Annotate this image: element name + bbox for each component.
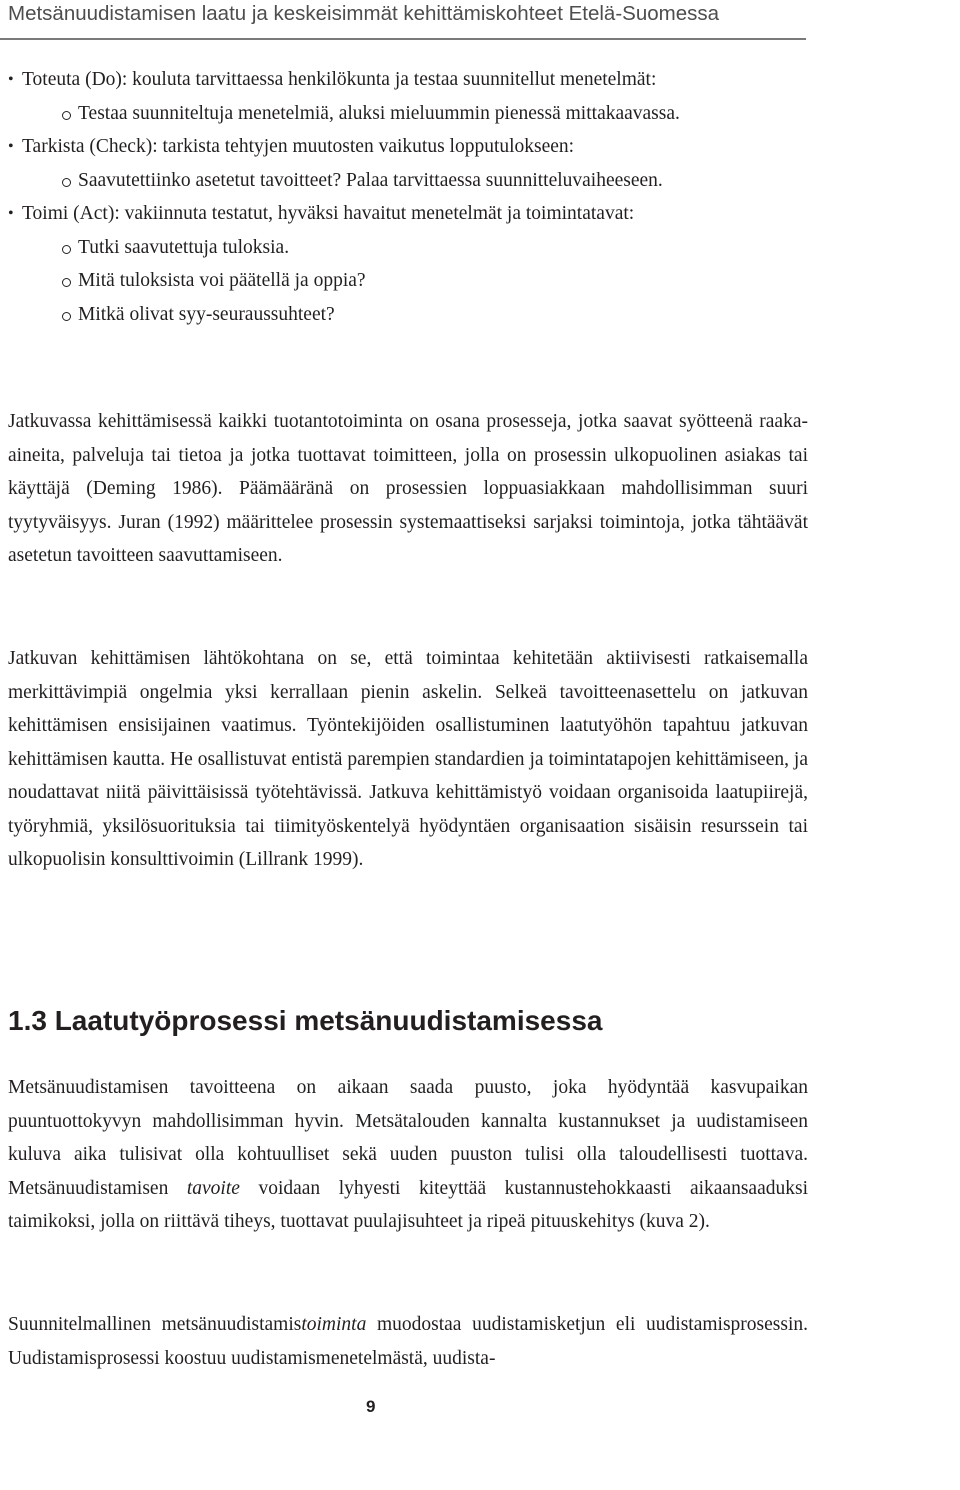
circle-bullet-icon	[62, 178, 71, 187]
paragraph-development-starting-point: Jatkuvan kehittämisen lähtökohtana on se, että toimintaa kehitetään aktiivisesti ratkaisemalla merkittävimpiä ongelmia yksi kerrallaan pienin askelin. Selkeä tavoitteenasettelu on jatkuvan kehittämisen ensisijainen vaatimus. Työntekijöiden osallistuminen laatutyöhön tapahtuu jatkuvan kehittämisen kautta. He osallistuvat entistä parempien standardien ja toimintatapojen kehittämiseen, ja noudattavat niitä päivittäisissä työtehtävissä. Jatkuva kehittämistyö voidaan organisoida laatupiirejä, työryhmiä, yksilösuorituksia tai tiimityöskentelyä hyödyntäen organisaation sisäisin resurssein tai ulkopuolisin konsulttivoimin (Lillrank 1999).	[8, 648, 808, 870]
bullet-text: Toteuta (Do): kouluta tarvittaessa henkilökunta ja testaa suunnitellut menetelmät:	[22, 69, 657, 90]
bullet-dot-icon: •	[8, 71, 14, 88]
bullet-check-sublist	[8, 164, 808, 198]
sub-item-text: Mitä tuloksista voi päätellä ja oppia?	[78, 270, 366, 291]
bullet-text: Tarkista (Check): tarkista tehtyjen muutosten vaikutus lopputulokseen:	[22, 136, 575, 157]
bullet-do-sublist	[8, 97, 808, 131]
page-body	[8, 63, 808, 1369]
italic-term: tavoite	[186, 1177, 240, 1199]
paragraph-text: voidaan lyhyesti kiteyttää kustannustehokkaasti aikaansaaduksi taimikoksi, jolla on riittävä tiheys, tuottavat puulajisuhteet ja ripeä pituuskehitys (kuva 2).	[8, 1177, 808, 1232]
sub-item	[8, 97, 808, 131]
circle-bullet-icon	[62, 245, 71, 254]
bullet-do	[8, 63, 808, 97]
circle-bullet-icon	[62, 312, 71, 321]
paragraph-text: muodostaa uudistamisketjun eli uudistamisprosessin. Uudistamisprosessi koostuu uudistamismenetelmästä, uudista-	[8, 1314, 808, 1369]
paragraph-continuous-development: Jatkuvassa kehittämisessä kaikki tuotantotoiminta on osana prosesseja, jotka saavat syötteenä raaka-aineita, palveluja tai tietoa ja jotka tuottavat toimitteen, jolla on prosessin ulkopuolinen asiakas tai käyttäjä (Deming 1986). Päämääränä on prosessien loppuasiakkaan mahdollisimman suuri tyytyväisyys. Juran (1992) määrittelee prosessin systemaattiseksi sarjaksi toimintoja, jotka tähtäävät asetetun tavoitteen saavuttamiseen.	[8, 411, 808, 566]
circle-bullet-icon	[62, 111, 71, 120]
sub-item	[8, 231, 808, 265]
sub-item	[8, 264, 808, 298]
bullet-check	[8, 130, 808, 164]
sub-item-text: Testaa suunniteltuja menetelmiä, aluksi mieluummin pienessä mittakaavassa.	[78, 102, 680, 124]
sub-item-text: Saavutettiinko asetetut tavoitteet? Palaa tarvittaessa suunnitteluvaiheeseen.	[78, 169, 663, 191]
running-header	[0, 0, 806, 40]
bullet-act-sublist	[8, 231, 808, 332]
bullet-act	[8, 197, 808, 231]
circle-bullet-icon	[62, 278, 71, 287]
sub-item	[8, 298, 808, 332]
pdca-bullet-list	[8, 63, 808, 331]
bullet-dot-icon: •	[8, 138, 14, 155]
sub-item	[8, 164, 808, 198]
bullet-text: Toimi (Act): vakiinnuta testatut, hyväksi havaitut menetelmät ja toimintatavat:	[22, 203, 635, 224]
paragraph-text: Metsänuudistamisen tavoitteena on aikaan saada puusto, joka hyödyntää kasvupaikan puuntuottokyvyn mahdollisimman hyvin. Metsätalouden kannalta kustannukset ja uudistamiseen kuluva aika tulisivat olla kohtuulliset sekä uuden puuston tulisi olla taloudellisesti tuottava. Metsänuudistamisen	[8, 1077, 808, 1199]
sub-item-text: Mitkä olivat syy-seuraussuhteet?	[78, 303, 335, 325]
sub-item-text: Tutki saavutettuja tuloksia.	[78, 236, 290, 258]
italic-term: toiminta	[301, 1314, 367, 1335]
paragraph-regeneration-process	[8, 1308, 808, 1375]
paragraph-text: Suunnitelmallinen metsänuudistamis	[8, 1314, 302, 1335]
section-heading: 1.3 Laatutyöprosessi metsänuudistamisessa	[8, 1005, 603, 1036]
page-number: 9	[366, 1397, 376, 1416]
paragraph-regeneration-goal	[8, 1071, 808, 1239]
bullet-dot-icon: •	[8, 205, 14, 222]
running-header-title: Metsänuudistamisen laatu ja keskeisimmät kehittämiskohteet Etelä-Suomessa	[8, 2, 719, 25]
